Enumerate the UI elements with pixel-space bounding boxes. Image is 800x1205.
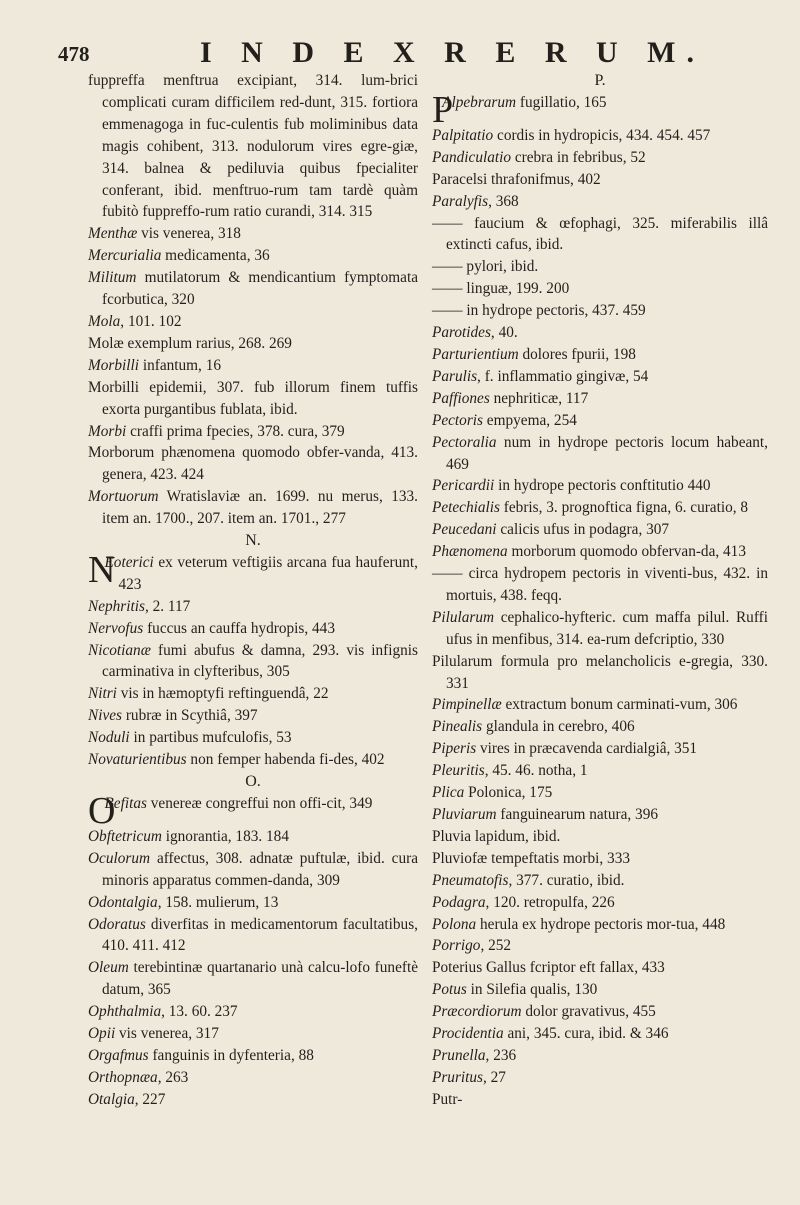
entry-text: rubræ in Scythiâ, 397 (122, 707, 258, 725)
entry-term: Pimpinellæ (432, 696, 502, 714)
entry-term: Pandiculatio (432, 148, 512, 166)
drop-cap: N (88, 548, 116, 591)
entry-text: in hydrope pectoris conftitutio 440 (494, 477, 711, 495)
entry-text: —— linguæ, 199. 200 (432, 280, 570, 298)
entry-text: , 158. mulierum, 13 (157, 893, 279, 911)
entry-term: Pleuritis (432, 762, 485, 780)
entry-text: ignorantia, 183. 184 (161, 827, 289, 845)
index-entry (432, 278, 768, 300)
entry-term: Ophthalmia (88, 1003, 162, 1021)
index-entry (88, 596, 418, 618)
entry-text: fuccus an cauffa hydropis, 443 (143, 619, 335, 637)
letter-heading: N. (245, 532, 261, 550)
entry-term: Parturientium (432, 345, 519, 363)
entry-term: Phænomena (432, 543, 508, 561)
entry-text: Polonica, 175 (464, 784, 553, 802)
entry-term: Alpebrarum (442, 93, 517, 111)
letter-heading: O. (245, 773, 261, 790)
entry-term: Pneumatofis (432, 871, 509, 889)
index-entry (88, 892, 418, 914)
entry-text: morborum quomodo obfervan-da, 413 (507, 543, 746, 561)
index-entry (432, 519, 768, 541)
entry-term: Pericardii (432, 477, 495, 495)
index-entry (432, 738, 768, 760)
entry-text: medicamenta, 36 (161, 247, 270, 265)
entry-term: Petechialis (432, 499, 500, 517)
entry-term: Plica (432, 784, 465, 802)
index-entry (432, 935, 768, 957)
index-entry (88, 957, 418, 1001)
entry-text: num in hydrope pectoris locum habeant, 469 (446, 433, 768, 473)
index-entry (88, 355, 418, 377)
entry-term: Procidentia (432, 1025, 504, 1043)
entry-text: Morborum phænomena quomodo obfer-vanda, 413. genera, 423. 424 (88, 444, 418, 484)
entry-text: Putr- (432, 1090, 463, 1108)
index-entry (88, 914, 418, 958)
entry-term: Otalgia (88, 1090, 135, 1108)
index-entry (88, 826, 418, 848)
index-entry (432, 1023, 768, 1045)
entry-text: craffi prima fpecies, 378. cura, 379 (126, 422, 345, 440)
index-entry (432, 870, 768, 892)
entry-term: Peucedani (432, 521, 497, 539)
index-entry (432, 848, 768, 870)
entry-text: cephalico-hyfteric. cum maffa pilul. Ruffi ufus in menfibus, 314. ea-rum defcriptio, 330 (446, 608, 768, 648)
index-entry (432, 782, 768, 804)
entry-text: ani, 345. cura, ibid. & 346 (503, 1025, 669, 1043)
entry-text: Molæ exemplum rarius, 268. 269 (88, 334, 292, 352)
entry-term: Novaturientibus (88, 751, 187, 769)
entry-term: Polona (432, 915, 477, 933)
entry-text: Pluviofæ tempeftatis morbi, 333 (432, 849, 630, 867)
index-entry (432, 300, 768, 322)
entry-term: Pluviarum (432, 806, 497, 823)
index-entry (88, 1045, 418, 1067)
index-entry (432, 914, 768, 936)
entry-text: in partibus mufculofis, 53 (129, 729, 292, 747)
index-entry (432, 213, 768, 257)
index-entry (432, 366, 768, 388)
entry-term: Mola (88, 312, 121, 330)
entry-text: Paracelsi thrafonifmus, 402 (432, 170, 601, 188)
entry-text: fugillatio, 165 (516, 93, 607, 111)
entry-text: vis in hæmoptyfi reftinguendâ, 22 (116, 685, 329, 703)
entry-text: —— in hydrope pectoris, 437. 459 (432, 302, 646, 320)
index-entry (432, 344, 768, 366)
index-entry (88, 223, 418, 245)
entry-term: Menthæ (88, 225, 138, 243)
index-entry (88, 70, 418, 223)
entry-text: , 13. 60. 237 (161, 1003, 238, 1021)
index-entry (88, 683, 418, 705)
entry-text: empyema, 254 (482, 411, 577, 429)
index-entry (432, 169, 768, 191)
entry-term: Nephritis (88, 597, 145, 615)
entry-text: , 101. 102 (120, 312, 182, 330)
entry-term: Mortuorum (88, 488, 159, 506)
index-entry (88, 705, 418, 727)
index-entry (88, 1023, 418, 1045)
letter-heading: P. (594, 72, 606, 89)
entry-text: fanguinis in dyfenteria, 88 (148, 1046, 314, 1064)
entry-text: , 27 (483, 1068, 506, 1086)
index-entry (88, 640, 418, 684)
entry-text: , 227 (134, 1090, 166, 1108)
index-entry (432, 322, 768, 344)
page-number: 478 (58, 42, 90, 66)
entry-text: vires in præcavenda cardialgiâ, 351 (476, 740, 698, 758)
index-entry (88, 749, 418, 771)
entry-term: Orgafmus (88, 1046, 149, 1064)
index-entry (432, 410, 768, 432)
index-entry (88, 245, 418, 267)
entry-term: Morbi (88, 422, 127, 440)
entry-text: , 45. 46. notha, 1 (484, 762, 588, 780)
entry-term: Nives (88, 707, 122, 725)
entry-text: terebintinæ quartanario unà calcu-lofo funeftè datum, 365 (102, 959, 418, 999)
entry-term: Oculorum (88, 849, 151, 867)
entry-text: , 252 (480, 937, 512, 955)
entry-text: , 236 (485, 1046, 517, 1064)
entry-text: Pilularum formula pro melancholicis e-gregia, 330. 331 (432, 652, 768, 692)
index-entry (88, 486, 418, 530)
index-entry (432, 804, 768, 826)
entry-term: Paralyfis (432, 192, 489, 210)
entry-text: extractum bonum carminati-vum, 306 (501, 696, 738, 714)
index-entry (432, 651, 768, 695)
entry-text: ex veterum veftigiis arcana fua hauferunt, 423 (118, 553, 418, 593)
index-entry (432, 1045, 768, 1067)
entry-term: Militum (88, 269, 137, 287)
entry-text: venereæ congreffui non offi-cit, 349 (146, 794, 373, 812)
entry-text: Wratislaviæ an. 1699. nu merus, 133. item an. 1700., 207. item an. 1701., 277 (102, 488, 418, 528)
entry-term: Nervofus (88, 619, 144, 637)
entry-term: Oleum (88, 959, 129, 977)
entry-text: diverfitas in medicamentorum facultatibus, 410. 411. 412 (102, 915, 418, 955)
entry-term: Pectoralia (432, 433, 497, 451)
entry-term: Potus (432, 981, 467, 999)
entry-text: in Silefia qualis, 130 (466, 981, 598, 999)
entry-text: nephriticæ, 117 (489, 389, 589, 407)
index-entry (88, 1001, 418, 1023)
index-entry (432, 1001, 768, 1023)
index-entry (432, 388, 768, 410)
index-entry (432, 716, 768, 738)
entry-text: Pluvia lapidum, ibid. (432, 827, 561, 845)
entry-term: Morbilli (88, 356, 139, 374)
entry-text: Morbilli epidemii, 307. fub illorum finem tuffis exorta purgantibus fublata, ibid. (88, 378, 418, 418)
entry-text: dolores fpurii, 198 (518, 345, 636, 363)
index-entry (432, 1089, 768, 1111)
entry-text: herula ex hydrope pectoris mor-tua, 448 (476, 915, 726, 933)
entry-term: Noduli (88, 729, 130, 747)
entry-term: Parotides (432, 324, 491, 342)
entry-term: Piperis (432, 740, 477, 758)
entry-text: , 2. 117 (144, 597, 191, 615)
index-entry (88, 267, 418, 311)
entry-term: Podagra (432, 893, 486, 911)
entry-term: Opii (88, 1025, 116, 1043)
entry-text: calicis ufus in podagra, 307 (496, 521, 670, 539)
entry-text: vis venerea, 318 (137, 225, 241, 243)
entry-text: —— pylori, ibid. (432, 258, 539, 276)
index-entry (432, 694, 768, 716)
entry-text: , 120. retropulfa, 226 (485, 893, 615, 911)
index-entry (432, 191, 768, 213)
entry-term: Eoterici (104, 553, 154, 571)
entry-term: Nicotianæ (88, 641, 151, 659)
index-entry (432, 256, 768, 278)
entry-text: febris, 3. prognoftica figna, 6. curatio, 8 (499, 499, 749, 517)
entry-text: fumi abufus & damna, 293. vis infignis carminativa in clyfteribus, 305 (102, 641, 418, 681)
index-entry (88, 421, 418, 443)
index-entry (432, 88, 768, 131)
entry-text: —— faucium & œfophagi, 325. miferabilis illâ extincti cafus, ibid. (432, 214, 768, 254)
index-entry (432, 541, 768, 563)
index-entry (88, 548, 418, 596)
entry-term: Obftetricum (88, 827, 162, 845)
entry-text: —— circa hydropem pectoris in viventi-bus, 432. in mortuis, 438. feqq. (432, 565, 768, 604)
index-entry (432, 826, 768, 848)
entry-term: Paffiones (432, 389, 490, 407)
index-entry (88, 1089, 418, 1111)
index-entry (88, 442, 418, 486)
index-entry (432, 432, 768, 476)
index-entry (432, 957, 768, 979)
right-column (432, 70, 768, 1111)
drop-cap: P (432, 88, 454, 131)
entry-term: Odontalgia (88, 893, 158, 911)
entry-term: Palpitatio (432, 126, 494, 144)
entry-term: Mercurialia (88, 247, 162, 265)
entry-term: Pilularum (432, 608, 495, 626)
entry-text: glandula in cerebro, 406 (482, 718, 635, 736)
index-entry (88, 377, 418, 421)
entry-text: fuppreffa menftrua excipiant, 314. lum-brici complicati curam difficilem red-dunt, 315. fortiora emmenagoga in fuc-culentis fub moliminibus data magis cohibent, 313. nodulorum vires egre-giæ, 314. balnea & pediluvia quibus fpecialiter conferant, ibid. menftruo-rum tam tardè quàm fubitò fuppreffo-rum ratio curandi, 314. 315 (88, 72, 418, 221)
running-head (58, 36, 748, 70)
entry-term: Nitri (88, 685, 117, 703)
entry-text: infantum, 16 (139, 356, 221, 374)
index-entry (432, 147, 768, 169)
index-entry (432, 979, 768, 1001)
entry-text: , 377. curatio, ibid. (508, 871, 625, 889)
index-entry (88, 727, 418, 749)
entry-text: vis venerea, 317 (115, 1025, 219, 1043)
entry-text: , 368 (488, 192, 519, 210)
entry-term: Pinealis (432, 718, 483, 736)
index-entry (88, 789, 418, 832)
entry-text: , 263 (157, 1068, 189, 1086)
entry-term: Pruritus (432, 1068, 483, 1086)
index-entry (432, 760, 768, 782)
index-entry (432, 475, 768, 497)
entry-term: Porrigo (432, 937, 481, 955)
entry-text: non femper habenda fi-des, 402 (186, 751, 385, 769)
entry-term: Præcordiorum (432, 1003, 522, 1021)
index-entry (432, 563, 768, 607)
entry-term: Odoratus (88, 915, 146, 933)
left-column (88, 70, 418, 1111)
entry-term: Parulis (432, 367, 478, 385)
entry-term: Orthopnæa (88, 1068, 158, 1086)
index-entry (88, 618, 418, 640)
index-entry (88, 333, 418, 355)
index-entry (432, 497, 768, 519)
index-entry (88, 848, 418, 892)
index-entry (432, 892, 768, 914)
page-title: I N D E X R E R U M. (200, 36, 705, 69)
entry-text: , 40. (490, 324, 518, 342)
index-entry (432, 1067, 768, 1089)
entry-text: cordis in hydropicis, 434. 454. 457 (493, 126, 711, 144)
entry-text: fanguinearum natura, 396 (496, 806, 659, 823)
entry-text: dolor gravativus, 455 (521, 1003, 656, 1021)
index-entry (88, 311, 418, 333)
entry-text: crebra in febribus, 52 (511, 148, 646, 166)
entry-text: Poterius Gallus fcriptor eft fallax, 433 (432, 959, 665, 977)
index-entry (88, 1067, 418, 1089)
entry-text: , f. inflammatio gingivæ, 54 (477, 367, 649, 385)
entry-text: affectus, 308. adnatæ puftulæ, ibid. cura minoris apparatus commen-danda, 309 (102, 849, 418, 889)
drop-cap: O (88, 789, 116, 832)
entry-text: mutilatorum & mendicantium fymptomata fcorbutica, 320 (102, 269, 418, 309)
entry-term: Pectoris (432, 411, 483, 429)
index-entry (432, 607, 768, 651)
index-entry (432, 125, 768, 147)
entry-term: Befitas (104, 794, 147, 812)
entry-term: Prunella (432, 1046, 486, 1064)
